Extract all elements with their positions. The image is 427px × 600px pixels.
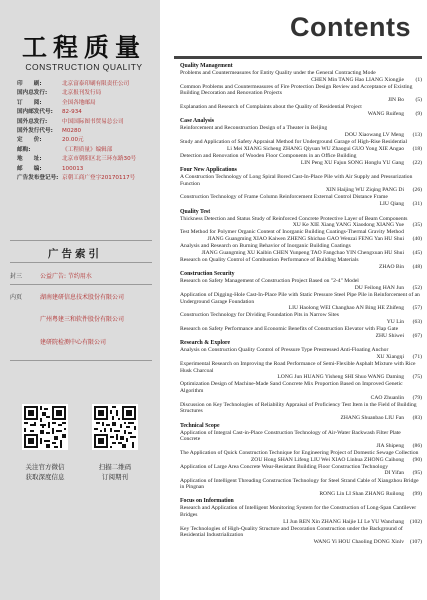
toc-entry-byline xyxy=(180,395,422,402)
ad-index-title: 广告索引 xyxy=(48,248,102,260)
toc-entry-byline xyxy=(180,250,422,257)
publisher-info-value: 100013 xyxy=(62,165,84,172)
publisher-info-row xyxy=(17,165,157,174)
table-of-contents xyxy=(180,62,422,546)
toc-entry-title: Construction Technology of Frame Column Reinforcement External Control Distance Frame xyxy=(180,194,388,201)
toc-entry-page: (40) xyxy=(412,236,422,243)
toc-entry-byline xyxy=(180,160,422,167)
divider xyxy=(10,262,152,263)
publisher-info-value: 北京市朝阳区北三环东路30号 xyxy=(62,156,137,163)
toc-entry[interactable] xyxy=(180,505,422,525)
magazine-logo-chinese: 工程质量 xyxy=(21,33,146,62)
toc-entry[interactable] xyxy=(180,243,422,256)
toc-entry-page: (35) xyxy=(412,222,422,229)
toc-entry-authors: WANG Ruifeng xyxy=(367,110,404,117)
toc-entry-title: Thickness Detection and Status Study of Reinforced Concrete Protective Layer of Beam Components xyxy=(180,215,408,222)
ad-index-text: 建研院检测中心有限公司 xyxy=(40,339,107,346)
ad-index-item xyxy=(10,338,106,347)
toc-entry-byline xyxy=(180,97,422,104)
publisher-info-value: 京朝工商广登字20170117号 xyxy=(62,174,136,181)
publisher-info-key: 广告发布登记号: xyxy=(17,174,59,181)
toc-entry-page: (71) xyxy=(412,353,422,360)
toc-entry-title: Test Method for Polymer Organic Content of Inorganic Building Coatings-Thermal Gravity Method xyxy=(180,229,404,236)
toc-entry-byline xyxy=(180,236,422,243)
toc-section-heading: Quality Test xyxy=(180,208,211,215)
toc-entry-byline xyxy=(180,415,422,422)
toc-section-heading: Focus on Information xyxy=(180,498,234,505)
publisher-info-key: 国内邮发代号: xyxy=(17,109,53,116)
toc-entry-byline xyxy=(180,519,422,526)
toc-entry-title: Application of Digging-Hole Cast-In-Place Pile with Static Pressure Steel Pipe Pile in Reinforcement of an Underground Garage Foundation xyxy=(180,291,420,305)
toc-entry-page: (107) xyxy=(409,538,422,545)
toc-entry[interactable] xyxy=(180,139,422,152)
toc-entry[interactable] xyxy=(180,381,422,401)
toc-entry-authors: LIU Qiang xyxy=(379,201,404,208)
toc-entry-page: (86) xyxy=(412,442,422,449)
toc-entry[interactable] xyxy=(180,84,422,104)
toc-entry-byline xyxy=(180,333,422,340)
qr-caption-line: 获取深度信息 xyxy=(25,473,65,481)
ad-index-text: 广州粤建三和软件股份有限公司 xyxy=(40,316,125,323)
toc-entry-authors: LIU Haolong WEI Changhao AN Bing HE Zhifeng xyxy=(288,305,404,312)
toc-entry-title: Detection and Renovation of Wooden Floor Components in an Office Building xyxy=(180,152,357,159)
publisher-info-key: 国内总发行: xyxy=(17,90,48,97)
toc-section-heading: Case Analysis xyxy=(180,118,214,125)
toc-entry-authors: WANG Yi HOU Chaoling DONG Xinlv xyxy=(313,538,404,545)
toc-entry-page: (63) xyxy=(412,318,422,325)
magazine-logo-english: CONSTRUCTION QUALITY xyxy=(25,62,143,72)
ad-index-page xyxy=(10,338,40,347)
toc-entry-byline xyxy=(180,111,422,118)
publisher-info-key: 地 址: xyxy=(17,156,42,163)
publisher-info-key: 邮购: xyxy=(17,146,31,153)
toc-entry[interactable] xyxy=(180,464,422,477)
toc-entry-authors: JIN Bo xyxy=(387,96,404,103)
publisher-info-value: M0280 xyxy=(62,127,82,134)
toc-entry[interactable] xyxy=(180,174,422,194)
publisher-info-row xyxy=(17,174,157,183)
toc-entry-byline xyxy=(180,187,422,194)
toc-entry-authors: DOU Xiaowang LV Meng xyxy=(344,131,404,138)
ad-index-item xyxy=(10,272,92,281)
toc-entry[interactable] xyxy=(180,229,422,242)
publisher-info-key: 订 阅: xyxy=(17,99,42,106)
publisher-info-key: 邮 编: xyxy=(17,165,42,172)
toc-entry-title: Research on Safety Management of Construction Project Based on "2-4" Model xyxy=(180,278,359,285)
publisher-info-value: 北京报刊发行局 xyxy=(62,90,102,97)
publisher-info-key: 国外发行代号: xyxy=(17,127,53,134)
toc-entry-page: (79) xyxy=(412,394,422,401)
publisher-info-row xyxy=(17,89,157,98)
publisher-info-key: 印 刷: xyxy=(17,81,42,87)
publisher-info-value: 中国国际图书贸易总公司 xyxy=(62,118,124,125)
toc-entry-page: (75) xyxy=(412,374,422,381)
toc-entry-authors: XU Ke XIE Xiang YANG Xiaodong XIANG Yue xyxy=(292,222,404,229)
toc-entry-byline xyxy=(180,470,422,477)
toc-entry-authors: LONG Jun HUANG Yisheng SHI Shuo WANG Daming xyxy=(277,374,404,381)
toc-entry-authors: ZOU Hong SHAN Lifeng LIU Wei XIAO Linhua ZHONG Caihong xyxy=(250,456,404,463)
toc-entry-byline xyxy=(180,443,422,450)
toc-entry-page: (52) xyxy=(412,284,422,291)
toc-entry-page: (57) xyxy=(412,305,422,312)
toc-entry-page: (95) xyxy=(412,470,422,477)
toc-entry-authors: DU Feilong HAN Jun xyxy=(354,284,404,291)
publisher-info-row xyxy=(17,108,157,117)
ad-index-text: 湖南建研信息技术股份有限公司 xyxy=(40,294,125,301)
publisher-info-row xyxy=(17,136,157,145)
toc-entry-authors: XU Xiangqi xyxy=(376,353,404,360)
ad-index-text: 公益广告: 节约用水 xyxy=(40,273,92,280)
publisher-info-row xyxy=(17,146,157,155)
qr-caption-line: 关注官方微信 xyxy=(25,463,65,471)
toc-entry-title: Optimization Design of Machine-Made Sand Concrete Mix Proportion Based on Improved Genetic Algorithm xyxy=(180,381,403,395)
toc-entry-authors: RONG Lin LI Shan ZHANG Ruilong xyxy=(319,490,404,497)
toc-entry[interactable] xyxy=(180,216,422,229)
toc-entry-authors: CHEN Min TANG Hao LIANG Xiongjie xyxy=(311,76,404,83)
publisher-info-key: 定 价: xyxy=(17,137,42,144)
toc-entry-page: (18) xyxy=(412,145,422,152)
toc-entry-page: (83) xyxy=(412,415,422,422)
publisher-info-list xyxy=(17,80,157,183)
toc-entry-title: Experimental Research on Improving the Road Performance of Semi-Flexible Asphalt Mixture with Rice Husk Charcoal xyxy=(180,361,416,374)
toc-entry-byline xyxy=(180,264,422,271)
toc-entry[interactable] xyxy=(180,526,422,546)
toc-entry-byline xyxy=(180,539,422,546)
qr-caption-line: 扫描二维码 xyxy=(98,463,132,471)
toc-entry[interactable] xyxy=(180,430,422,450)
toc-entry-page: (9) xyxy=(415,110,422,117)
toc-entry-title: Reinforcement and Reconstruction Design of a Theater in Beijing xyxy=(180,125,328,132)
toc-entry[interactable] xyxy=(180,450,422,463)
toc-entry-authors: LI Jun REN Xin ZHANG Haijie LI Le YU Wanchang xyxy=(283,518,404,525)
toc-entry-title: A Construction Technology of Long Spiral Bored Cast-In-Place Pile with Air Supply and Pressurization Function xyxy=(180,174,413,187)
toc-entry-authors: CAO Zhuanlin xyxy=(370,394,404,401)
left-info-panel xyxy=(0,0,160,600)
divider xyxy=(10,360,152,361)
toc-entry-title: Analysis on Construction Quality Control of Pressure Type Prestressed Anti-Floating Anchor xyxy=(180,347,389,354)
qr-code-icon xyxy=(24,406,66,448)
qr-caption-wechat xyxy=(15,462,75,482)
publisher-info-row xyxy=(17,118,157,127)
contents-title: Contents xyxy=(290,12,411,42)
publisher-info-value: 82-934 xyxy=(62,109,82,116)
toc-entry-authors: JIA Shipeng xyxy=(376,442,404,449)
ad-index-page: 封三 xyxy=(10,273,23,280)
toc-entry-authors: JIANG Guangming XIAO Kaiwen ZHENG Shichao GAO Wenzai FENG Yan HU Shui xyxy=(207,236,404,243)
toc-entry-page: (67) xyxy=(412,332,422,339)
publisher-info-value: 《工程质量》编辑部 xyxy=(62,146,113,153)
publisher-info-row xyxy=(17,155,157,164)
toc-entry-title: Application of Intelligent Threading Construction Technology for Steel Strand Cable of Xiangzhou Bridge in Pingnan xyxy=(180,477,419,491)
toc-entry-authors: ZHAO Bin xyxy=(378,263,404,270)
divider xyxy=(10,284,152,285)
ad-index-item xyxy=(10,315,124,324)
toc-entry-page: (99) xyxy=(412,490,422,497)
publisher-info-value: 20.00元 xyxy=(62,137,84,144)
toc-entry-byline xyxy=(180,222,422,229)
toc-entry-byline xyxy=(180,319,422,326)
toc-section-heading: Four New Applications xyxy=(180,167,237,174)
toc-entry[interactable] xyxy=(180,361,422,381)
toc-entry-authors: ZHU Shiwei xyxy=(375,332,404,339)
toc-entry-byline xyxy=(180,146,422,153)
toc-section-heading: Quality Management xyxy=(180,63,233,69)
toc-entry-title: Construction Technology for Dividing Foundation Pits in Narrow Sites xyxy=(180,312,339,319)
publisher-info-key: 国外总发行: xyxy=(17,118,48,125)
toc-entry[interactable] xyxy=(180,194,422,207)
toc-entry-authors: XIN Haijing WU Ziqing PANG Di xyxy=(325,187,404,194)
toc-section-heading: Construction Security xyxy=(180,271,235,278)
publisher-info-value: 全国各地邮局 xyxy=(62,99,96,106)
ad-index-page xyxy=(10,315,40,324)
toc-entry[interactable] xyxy=(180,478,422,498)
toc-entry-title: Application of Integral Cast-in-Place Construction Technology of Air-Water Backwash Filter Plate Concrete xyxy=(180,429,401,443)
toc-entry[interactable] xyxy=(180,125,422,138)
toc-entry-page: (5) xyxy=(415,96,422,103)
toc-entry-authors: ZHANG Shuanbao LIU Fan xyxy=(340,415,404,422)
toc-entry-page: (90) xyxy=(412,456,422,463)
toc-entry-byline xyxy=(180,285,422,292)
ad-index-page: 内页 xyxy=(10,294,23,301)
publisher-info-row xyxy=(17,99,157,108)
toc-entry-page: (26) xyxy=(412,187,422,194)
toc-entry[interactable] xyxy=(180,312,422,325)
toc-entry-byline xyxy=(180,354,422,361)
toc-entry-title: The Application of Quick Construction Technique for Engineering Project of Domestic Sewage Collection xyxy=(180,450,419,456)
toc-entry[interactable] xyxy=(180,326,422,339)
toc-entry-page: (48) xyxy=(412,263,422,270)
toc-entry-title: Problems and Countermeasures for Entity Quality under the General Contracting Mode xyxy=(180,70,376,76)
toc-entry-title: Research on Quality Control of Combustion Performance of Building Materials xyxy=(180,257,359,263)
toc-entry-byline xyxy=(180,132,422,139)
wechat-qr-code[interactable] xyxy=(22,404,68,450)
toc-entry[interactable] xyxy=(180,278,422,291)
toc-entry-title: Key Technologies of High-Quality Structure and Decoration Construction under the Background of Residential Industrialization xyxy=(180,525,403,539)
toc-entry[interactable] xyxy=(180,104,422,117)
toc-entry[interactable] xyxy=(180,70,422,83)
qr-caption-line: 订阅期刊 xyxy=(102,473,128,481)
toc-entry-title: Study and Application of Safety Appraisal Method for Underground Garage of High-Rise Residential xyxy=(180,139,408,146)
toc-entry-title: Common Problems and Countermeasures of Fire Protection Design Review and Acceptance of Existing Building Decoration and Renovation Projects xyxy=(180,83,413,97)
toc-entry[interactable] xyxy=(180,153,422,166)
toc-entry-title: Research on Safety Performance and Economic Benefits of Construction Elevator with Flap Gate xyxy=(180,326,399,333)
toc-entry-page: (22) xyxy=(412,159,422,166)
toc-entry-byline xyxy=(180,491,422,498)
publisher-info-value: 北京富泰印刷有限责任公司 xyxy=(62,81,130,87)
toc-entry-page: (45) xyxy=(412,249,422,256)
toc-entry-authors: JIANG Guangming XU Kaibin CHEN Yunpeng TAO Fangchao YIN Chengxuan HU Shui xyxy=(201,249,404,256)
toc-entry[interactable] xyxy=(180,347,422,360)
toc-entry-title: Explanation and Research of Complaints about the Quality of Residential Project xyxy=(180,104,362,111)
toc-entry-byline xyxy=(180,305,422,312)
qr-caption-subscribe xyxy=(85,462,145,482)
toc-section-heading: Research & Explore xyxy=(180,340,231,347)
toc-entry-authors: DI Yifan xyxy=(384,470,404,477)
toc-entry-title: Analysis and Research on Burning Behavior of Inorganic Building Coatings xyxy=(180,243,351,250)
toc-entry-byline xyxy=(180,374,422,381)
toc-entry-page: (102) xyxy=(409,518,422,525)
publisher-info-row xyxy=(17,80,157,89)
toc-entry-title: Discussion on Key Technologies of Reliability Appraisal of Proficiency Test Item in the Field of Building Structures xyxy=(180,401,417,415)
ad-index-item xyxy=(10,293,124,302)
qr-code-icon xyxy=(94,406,136,448)
toc-entry-byline xyxy=(180,201,422,208)
toc-entry[interactable] xyxy=(180,292,422,312)
subscription-qr-code[interactable] xyxy=(92,404,138,450)
publisher-info-row xyxy=(17,127,157,136)
toc-entry-page: (31) xyxy=(412,201,422,208)
toc-entry-page: (1) xyxy=(415,76,422,83)
toc-entry-authors: YU Lin xyxy=(386,318,404,325)
title-rule xyxy=(174,56,422,59)
toc-entry-authors: Li Mei XIANG Sicheng ZHANG Qiyuan WU Zhaogui GUO Yong XIE Angao xyxy=(226,145,404,152)
divider xyxy=(10,240,152,241)
toc-entry[interactable] xyxy=(180,402,422,422)
toc-entry-byline xyxy=(180,457,422,464)
toc-entry-title: Research and Application of Intelligent Monitoring System for the Construction of Long-Span Cantilever Bridges xyxy=(180,505,417,518)
toc-entry-title: Application of Large Area Concrete Wear-Resistant Building Floor Construction Technology xyxy=(180,463,388,470)
toc-section-heading: Technical Scope xyxy=(180,422,220,429)
toc-entry-byline xyxy=(180,77,422,84)
toc-entry-page: (13) xyxy=(412,131,422,138)
toc-entry-authors: LIN Peng XU Fajun SONG Honglu YU Gang xyxy=(300,159,404,166)
toc-entry[interactable] xyxy=(180,257,422,270)
